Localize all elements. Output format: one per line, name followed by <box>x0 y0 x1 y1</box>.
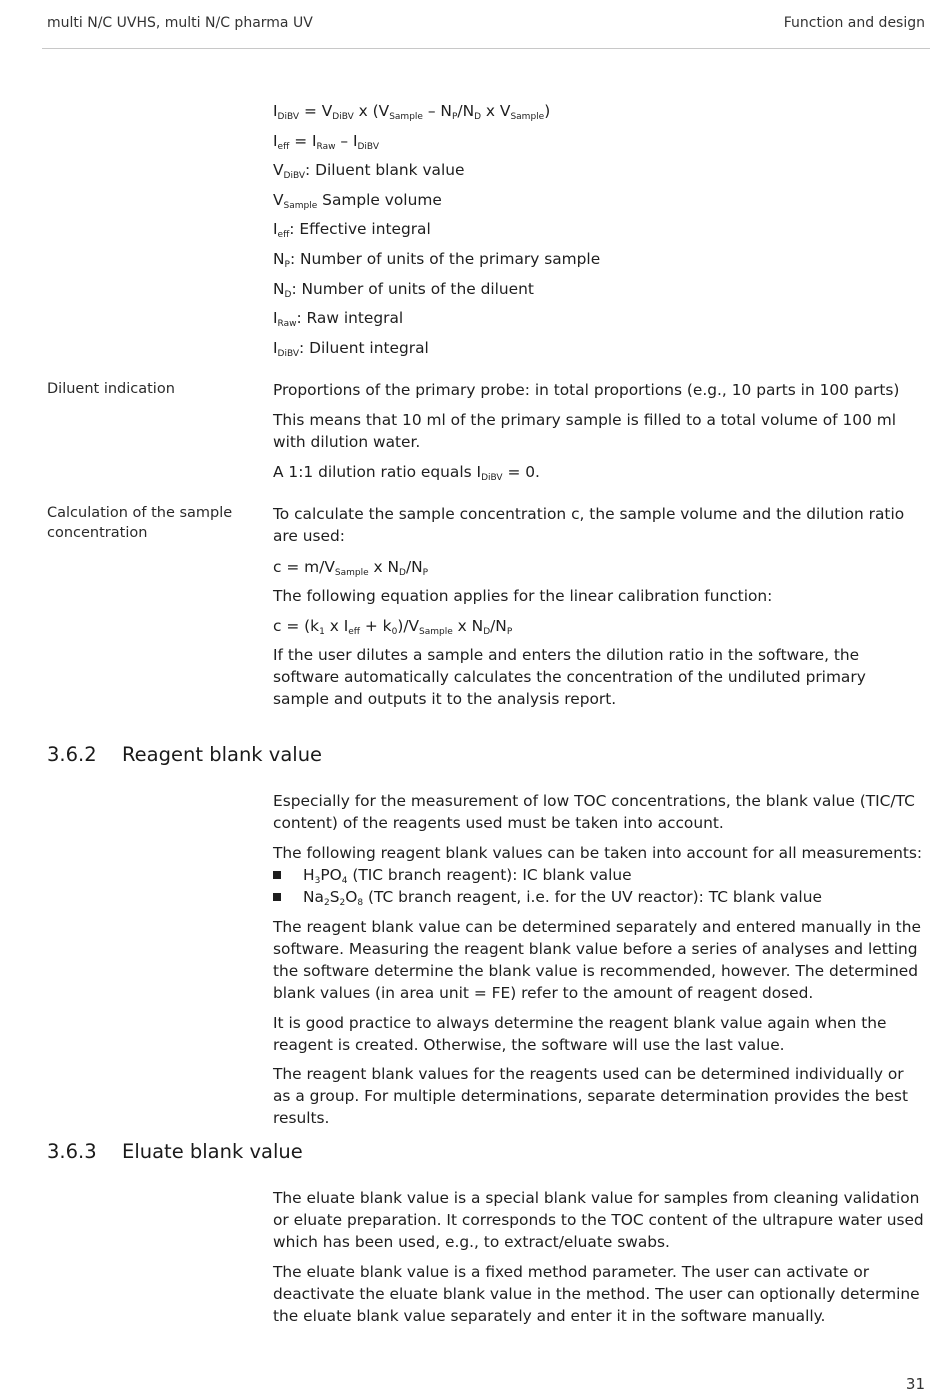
section-heading-3-6-3: 3.6.3 Eluate blank value <box>47 1140 303 1163</box>
reagent-paragraph: The reagent blank values for the reagents used can be determined individually or as a group. For multiple determinations, separate determination provides the best results. <box>273 1065 908 1127</box>
bullet-square-icon <box>273 893 281 901</box>
diluent-paragraph: This means that 10 ml of the primary sample is filled to a total volume of 100 ml with dilution water. <box>273 411 897 451</box>
page-number: 31 <box>905 1375 925 1393</box>
formula-dibv: $I_{DiBV} = V_{DiBV}$ x ($V_{Sample} - N_P/N_D$ x $V_{Sample}$) <box>273 102 551 122</box>
definition-item: $I_{eff}$: Effective integral <box>273 220 431 240</box>
header-section: Function and design <box>783 15 925 31</box>
formula-ieff: $I_{eff} = I_{Raw} - I_{DiBV}$ <box>273 132 379 152</box>
bullet-square-icon <box>273 871 281 879</box>
concentration-formula: $c = m/V_{Sample}$ x $N_D/N_P$ <box>273 558 429 578</box>
reagent-paragraph: It is good practice to always determine the reagent blank value again when the reagent is created. Otherwise, the software will use the last value. <box>273 1014 887 1054</box>
reagent-paragraph: The reagent blank value can be determined separately and entered manually in the software. Measuring the reagent blank value before a series of analyses and letting the software determine the blank value is recommended, however. The determined blank values (in area unit = FE) refer to the amount of reagent dosed. <box>273 918 921 1002</box>
definition-item: $V_{Sample}$ Sample volume <box>273 191 442 211</box>
eluate-paragraph: The eluate blank value is a special blank value for samples from cleaning validation or eluate preparation. It corresponds to the TOC content of the ultrapure water used which has been used, e.g., to extract/eluate swabs. <box>273 1189 924 1251</box>
reagent-paragraph: Especially for the measurement of low TOC concentrations, the blank value (TIC/TC content) of the reagents used must be taken into account. <box>273 792 915 832</box>
section-heading-3-6-2: 3.6.2 Reagent blank value <box>47 743 323 766</box>
definition-item: $I_{Raw}$: Raw integral <box>273 309 404 329</box>
header-rule <box>42 48 930 49</box>
definition-item: $V_{DiBV}$: Diluent blank value <box>273 161 465 181</box>
definition-item: $N_P$: Number of units of the primary sample <box>273 250 601 270</box>
calculation-paragraph: To calculate the sample concentration c, the sample volume and the dilution ratio are used: <box>273 505 905 545</box>
dilution-ratio-note: A 1:1 dilution ratio equals $I_{DiBV} = 0$. <box>273 463 540 483</box>
diluent-indication-label: Diluent indication <box>47 381 175 397</box>
eluate-paragraph: The eluate blank value is a fixed method parameter. The user can activate or deactivate the eluate blank value in the method. The user can optionally determine the eluate blank value separately and enter it in the software manually. <box>273 1263 920 1325</box>
calibration-formula: $c = (k_1$ x $I_{eff} + k_0)/V_{Sample}$ x $N_D/N_P$ <box>273 617 513 637</box>
definition-item: $N_D$: Number of units of the diluent <box>273 280 534 300</box>
calculation-paragraph: The following equation applies for the linear calibration function: <box>273 587 773 605</box>
diluent-paragraph: Proportions of the primary probe: in total proportions (e.g., 10 parts in 100 parts) <box>273 381 900 399</box>
header-title: multi N/C UVHS, multi N/C pharma UV <box>47 15 313 31</box>
calculation-label: Calculation of the sample concentration <box>47 505 233 541</box>
calculation-paragraph: If the user dilutes a sample and enters the dilution ratio in the software, the software automatically calculates the concentration of the undiluted primary sample and outputs it to the analysis report. <box>273 646 866 708</box>
reagent-paragraph: The following reagent blank values can be taken into account for all measurements: <box>273 844 923 862</box>
definition-item: $I_{DiBV}$: Diluent integral <box>273 339 429 359</box>
